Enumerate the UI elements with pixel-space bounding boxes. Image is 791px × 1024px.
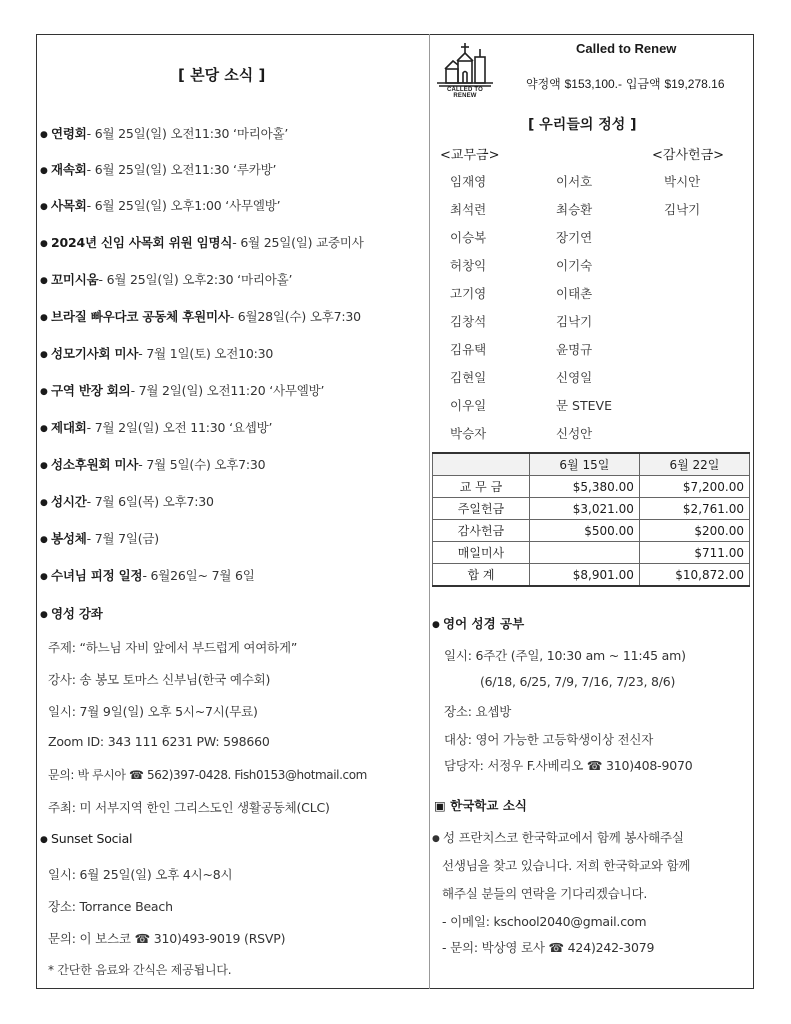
cell-value: $2,761.00 <box>639 498 749 520</box>
table-row <box>433 520 750 542</box>
called-to-renew-title: Called to Renew <box>576 41 677 56</box>
english-bible-line: 대상: 영어 가능한 고등학생이상 전신자 <box>444 732 654 747</box>
sunset-line: 문의: 이 보스코 ☎ 310)493-9019 (RSVP) <box>48 931 286 946</box>
dues-name: 장기연 <box>556 230 593 245</box>
news-item: ● 성시간- 7월 6일(목) 오후7:30 <box>40 494 214 509</box>
news-item: ● 연령회- 6월 25일(일) 오전11:30 ‘마리아홀’ <box>40 126 289 141</box>
dues-name: 신영일 <box>556 370 593 385</box>
table-row <box>433 542 750 564</box>
korean-school-line: 선생님을 찾고 있습니다. 저희 한국학교와 함께 <box>442 858 691 873</box>
dues-name: 김현일 <box>450 370 487 385</box>
news-item: ● 재속회- 6월 25일(일) 오전11:30 ‘루카방’ <box>40 162 277 177</box>
news-item: ● 성모기사회 미사- 7월 1일(토) 오전10:30 <box>40 346 274 361</box>
dues-header: <교무금> <box>440 148 500 163</box>
cell-value <box>529 542 639 564</box>
sunset-line: 장소: Torrance Beach <box>48 899 173 914</box>
column-divider <box>429 34 430 989</box>
retreat-line: 주제: “하느님 자비 앞에서 부드럽게 여여하게” <box>48 640 298 655</box>
sunset-line: 일시: 6월 25일(일) 오후 4시~8시 <box>48 867 233 882</box>
retreat-line: Zoom ID: 343 111 6231 PW: 598660 <box>48 734 270 749</box>
cell-value: $10,872.00 <box>639 564 749 587</box>
table-row <box>433 476 750 498</box>
dues-name: 이기숙 <box>556 258 593 273</box>
news-item: ● 꼬미시움- 6월 25일(일) 오후2:30 ‘마리아홀’ <box>40 272 293 287</box>
retreat-line: 일시: 7월 9일(일) 오후 5시~7시(무료) <box>48 704 258 719</box>
english-bible-line: 장소: 요셉방 <box>444 704 512 719</box>
dues-name: 김유택 <box>450 342 487 357</box>
news-item: ● 2024년 신임 사목회 위원 임명식- 6월 25일(일) 교중미사 <box>40 235 364 250</box>
news-item: ● 수녀님 피정 일정- 6월26일~ 7월 6일 <box>40 568 255 583</box>
english-bible-heading: ● 영어 성경 공부 <box>432 616 525 631</box>
dues-name: 고기영 <box>450 286 487 301</box>
dues-name: 최석련 <box>450 202 487 217</box>
dues-name: 김낙기 <box>556 314 593 329</box>
dues-name: 이승복 <box>450 230 487 245</box>
dues-name: 문 STEVE <box>556 398 612 413</box>
retreat-line: 주최: 미 서부지역 한인 그리스도인 생활공동체(CLC) <box>48 800 330 815</box>
korean-school-line: ● 성 프란치스코 한국학교에서 함께 봉사해주실 <box>432 830 684 845</box>
column-header: 6월 15일 <box>529 453 639 476</box>
row-label: 주일헌금 <box>433 498 530 520</box>
cell-value: $5,380.00 <box>529 476 639 498</box>
offering-tally-table <box>432 452 750 587</box>
received-label: 입금액 <box>625 77 661 91</box>
cell-value: $500.00 <box>529 520 639 542</box>
thanks-name: 김낙기 <box>664 202 701 217</box>
campaign-amounts <box>526 75 725 92</box>
pledge-label: 약정액 <box>526 77 561 91</box>
church-icon <box>435 41 495 87</box>
cell-value: $3,021.00 <box>529 498 639 520</box>
news-item: ● 사목회- 6월 25일(일) 오후1:00 ‘사무엘방’ <box>40 198 281 213</box>
dues-name: 허창익 <box>450 258 487 273</box>
dues-name: 임재영 <box>450 174 487 189</box>
table-row <box>433 498 750 520</box>
dues-name: 최승환 <box>556 202 593 217</box>
news-item: ● 브라질 빠우다코 공동체 후원미사- 6월28일(수) 오후7:30 <box>40 309 361 324</box>
row-label: 감사헌금 <box>433 520 530 542</box>
dues-name: 이서호 <box>556 174 593 189</box>
cell-value: $8,901.00 <box>529 564 639 587</box>
korean-school-heading: ▣ 한국학교 소식 <box>434 798 527 813</box>
retreat-line: 문의: 박 루시아 ☎ 562)397-0428. Fish0153@hotmail.com <box>48 768 367 782</box>
table-total-row <box>433 564 750 587</box>
sunset-heading: ● Sunset Social <box>40 831 133 846</box>
row-label: 교 무 금 <box>433 476 530 498</box>
pledge-value: $153,100.- <box>564 77 622 91</box>
offerings-title: [ 우리들의 정성 ] <box>528 117 637 133</box>
english-bible-line: (6/18, 6/25, 7/9, 7/16, 7/23, 8/6) <box>480 674 676 689</box>
retreat-heading: ● 영성 강좌 <box>40 606 103 621</box>
thanks-header: <감사헌금> <box>652 148 725 163</box>
received-value: $19,278.16 <box>664 77 725 91</box>
english-bible-line: 담당자: 서정우 F.사베리오 ☎ 310)408-9070 <box>444 758 693 773</box>
parish-news-title: [ 본당 소식 ] <box>178 66 266 84</box>
news-item: ● 제대회- 7월 2일(일) 오전 11:30 ‘요셉방’ <box>40 420 273 435</box>
dues-name: 이태촌 <box>556 286 593 301</box>
english-bible-line: 일시: 6주간 (주일, 10:30 am ~ 11:45 am) <box>444 648 686 663</box>
table-header-row <box>433 453 750 476</box>
dues-name: 신성안 <box>556 426 593 441</box>
thanks-name: 박시안 <box>664 174 701 189</box>
korean-school-email[interactable]: - 이메일: kschool2040@gmail.com <box>442 914 647 929</box>
called-to-renew-logo <box>435 41 495 99</box>
row-label: 합 계 <box>433 564 530 587</box>
cell-value: $711.00 <box>639 542 749 564</box>
table-corner <box>433 453 530 476</box>
korean-school-line: 해주실 분들의 연락을 기다리겠습니다. <box>442 886 648 901</box>
row-label: 매일미사 <box>433 542 530 564</box>
dues-name: 박승자 <box>450 426 487 441</box>
cell-value: $7,200.00 <box>639 476 749 498</box>
dues-name: 윤명규 <box>556 342 593 357</box>
korean-school-contact: - 문의: 박상영 로사 ☎ 424)242-3079 <box>442 940 655 955</box>
dues-name: 김창석 <box>450 314 487 329</box>
dues-name: 이우일 <box>450 398 487 413</box>
column-header: 6월 22일 <box>639 453 749 476</box>
logo-text: CALLED TO RENEW <box>446 87 484 99</box>
cell-value: $200.00 <box>639 520 749 542</box>
retreat-line: 강사: 송 봉모 토마스 신부님(한국 예수회) <box>48 672 271 687</box>
news-item: ● 구역 반장 회의- 7월 2일(일) 오전11:20 ‘사무엘방’ <box>40 383 325 398</box>
sunset-line: * 간단한 음료와 간식은 제공됩니다. <box>48 963 232 977</box>
news-item: ● 성소후원회 미사- 7월 5일(수) 오후7:30 <box>40 457 266 472</box>
news-item: ● 봉성체- 7월 7일(금) <box>40 531 159 546</box>
